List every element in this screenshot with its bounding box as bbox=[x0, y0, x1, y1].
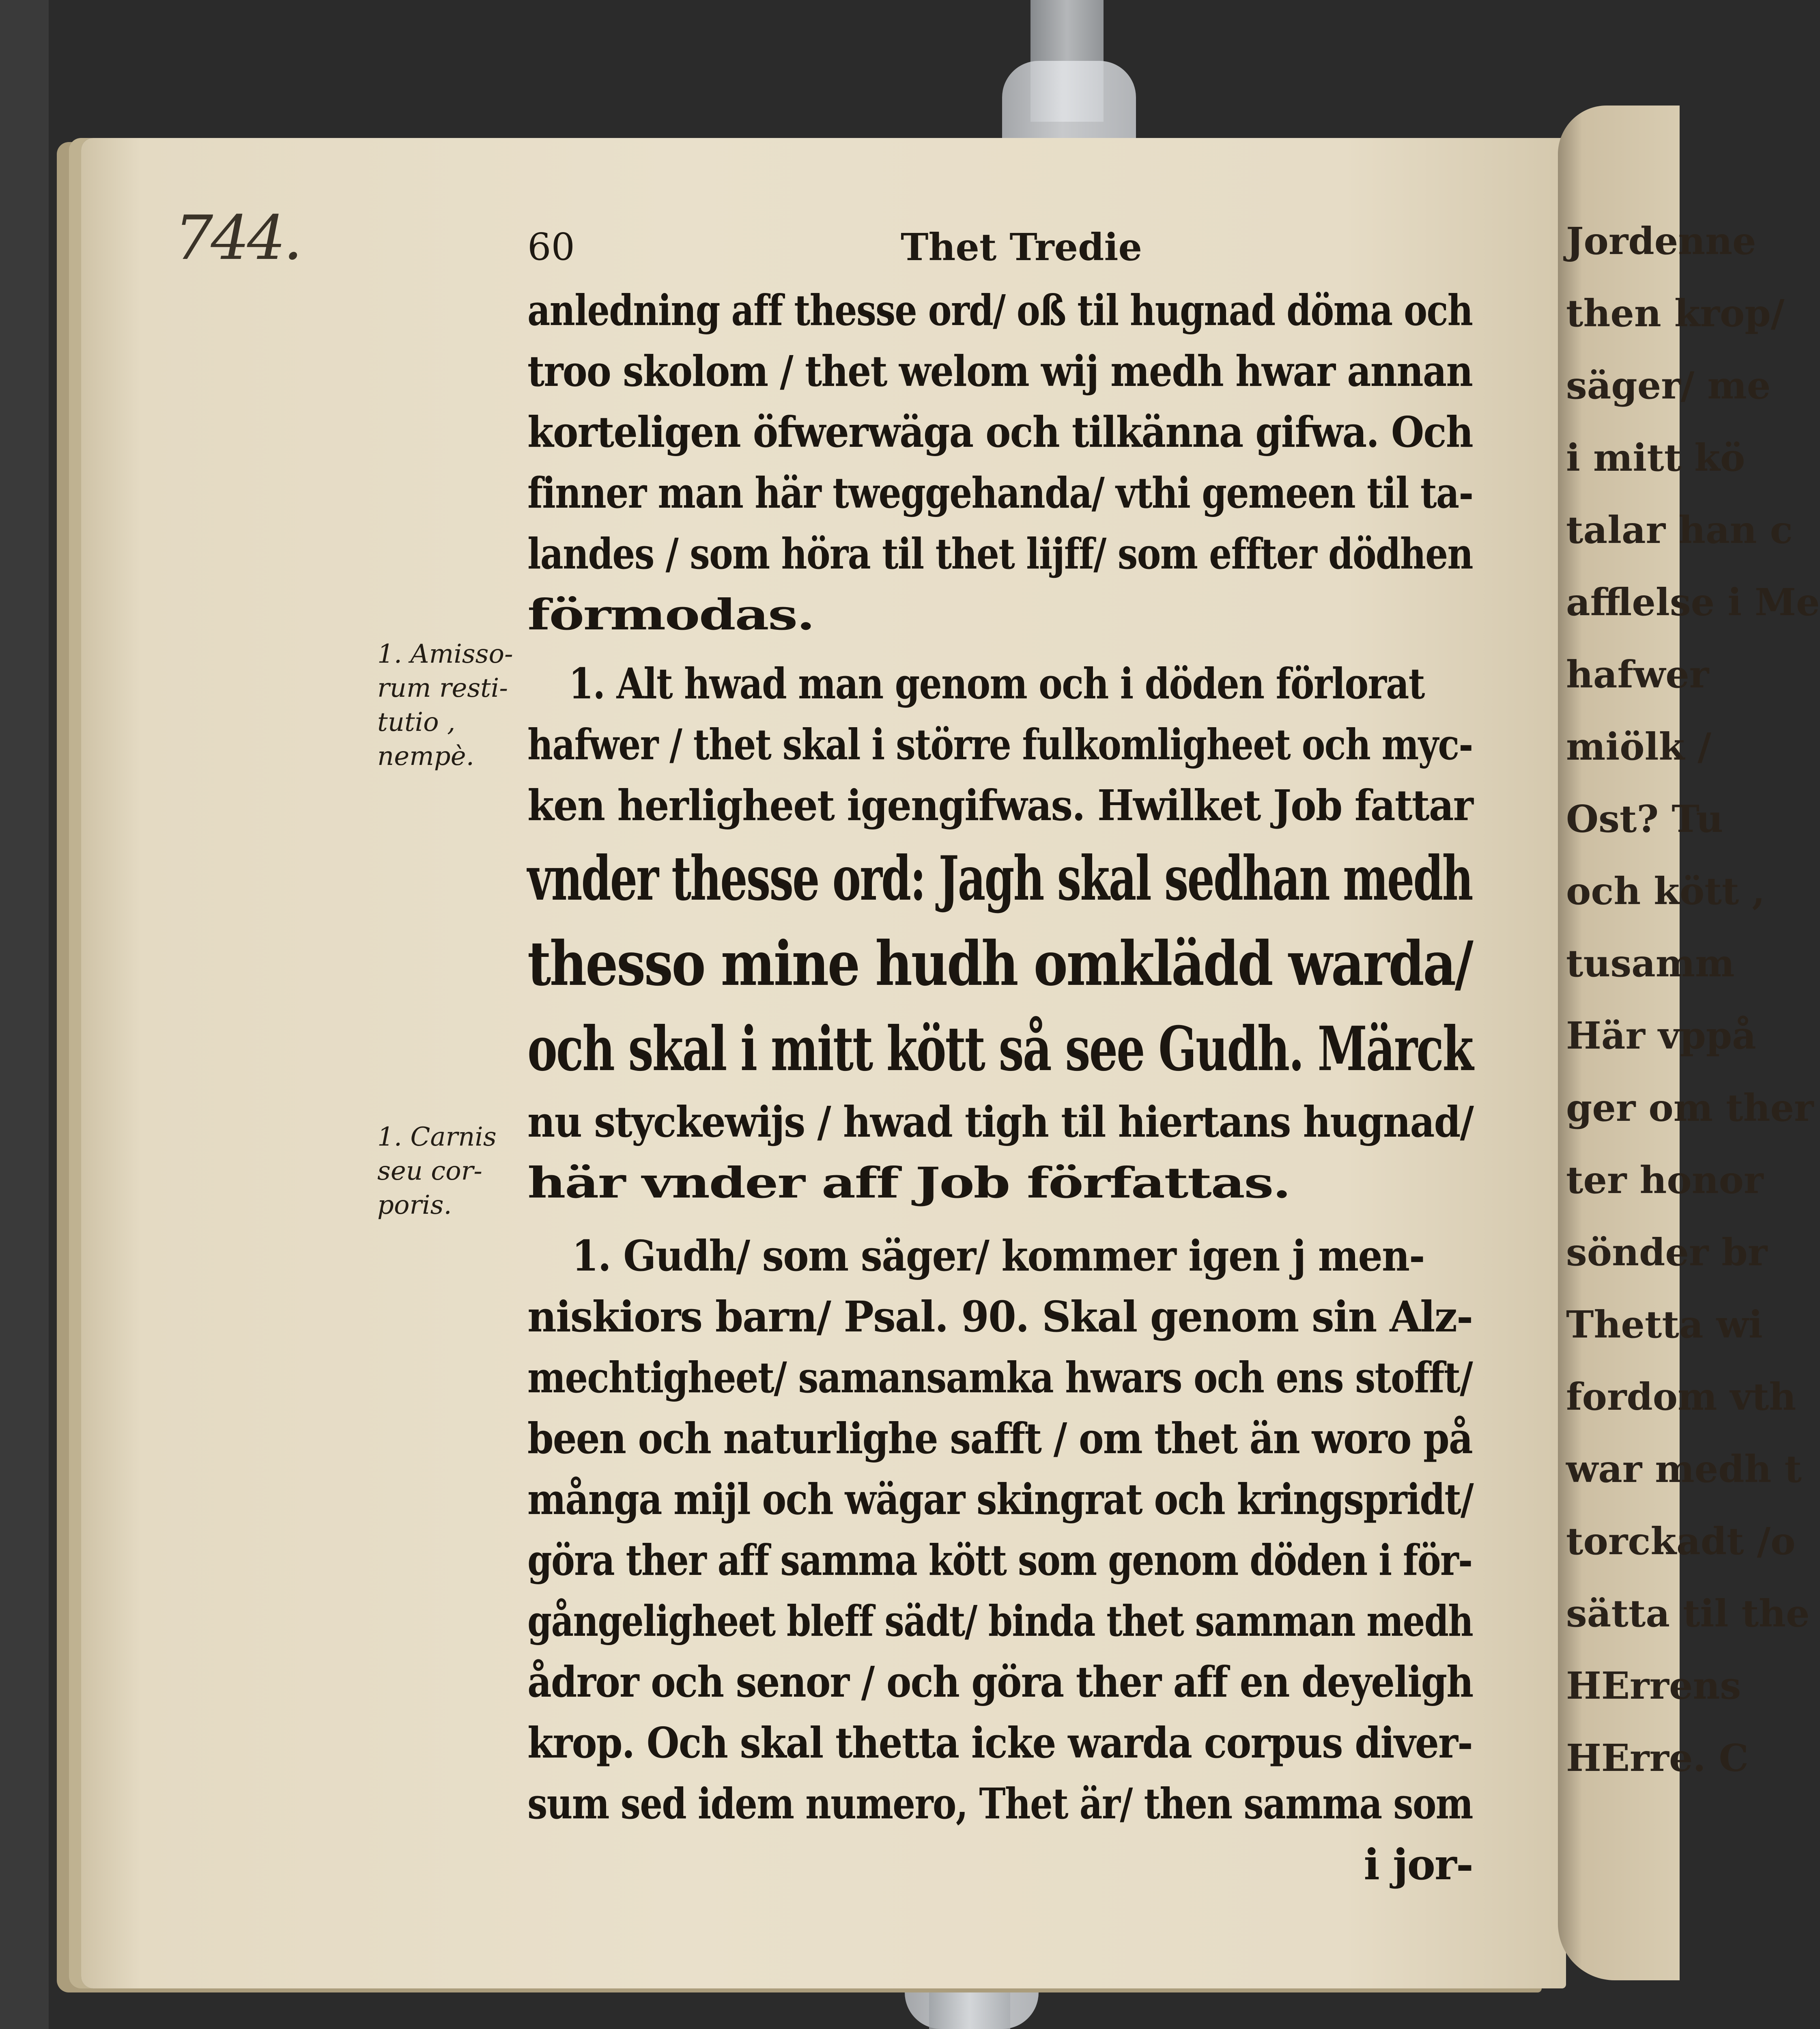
facing-page-line: Jordenne bbox=[1566, 219, 1756, 263]
margin-note-line: poris. bbox=[377, 1190, 452, 1220]
margin-note-line: seu cor- bbox=[377, 1156, 482, 1186]
body-line: 1. Alt hwad man genom och i döden förlorat bbox=[568, 659, 1424, 709]
facing-page-line: HErre. C bbox=[1566, 1736, 1749, 1780]
body-line: korteligen öfwerwäga och tilkänna gifwa. Och bbox=[527, 407, 1473, 457]
body-line: och skal i mitt kött så see Gudh. Märck bbox=[527, 1013, 1473, 1085]
body-line: förmodas. bbox=[527, 590, 814, 640]
facing-page-line: hafwer bbox=[1566, 653, 1709, 696]
margin-note-amissorum bbox=[377, 637, 513, 773]
body-line: mechtigheet/ samansamka hwars och ens stofft/ bbox=[527, 1353, 1473, 1402]
cradle-left bbox=[0, 0, 49, 2029]
facing-page-line: ger om ther bbox=[1566, 1086, 1814, 1130]
facing-page-line: säger/ me bbox=[1566, 364, 1771, 407]
body-line: i jor- bbox=[1364, 1839, 1473, 1889]
facing-page-line: Här vppå bbox=[1566, 1014, 1756, 1058]
body-line: 1. Gudh/ som säger/ kommer igen j men- bbox=[572, 1231, 1424, 1281]
body-line: thesso mine hudh omklädd warda/ bbox=[527, 928, 1472, 999]
facing-page-line: tusamm bbox=[1566, 941, 1735, 985]
body-line: sum sed idem numero, Thet är/ then samma som bbox=[527, 1779, 1473, 1829]
body-line: troo skolom / thet welom wij medh hwar annan bbox=[527, 346, 1473, 396]
running-head: Thet Tredie bbox=[901, 225, 1142, 269]
facing-page-line: HErrens bbox=[1566, 1664, 1741, 1708]
manuscript-number: 744. bbox=[174, 203, 300, 274]
facing-page bbox=[1558, 106, 1820, 1980]
body-line: hafwer / thet skal i större fulkomligheet och myc- bbox=[527, 719, 1473, 769]
body-line: ken herligheet igengifwas. Hwilket Job fattar bbox=[527, 780, 1473, 830]
body-line: krop. Och skal thetta icke warda corpus diver- bbox=[527, 1718, 1472, 1768]
body-line: landes / som höra til thet lijff/ som effter dödhen bbox=[527, 529, 1473, 579]
margin-note-carnis bbox=[377, 1120, 497, 1222]
body-line: gångeligheet bleff sädt/ binda thet samman medh bbox=[527, 1596, 1473, 1646]
margin-note-line: rum resti- bbox=[377, 673, 508, 703]
facing-page-line: ter honor bbox=[1566, 1158, 1764, 1202]
body-line: ådror och senor / och göra ther aff en deyeligh bbox=[527, 1657, 1473, 1707]
facing-page-line: torckadt /o bbox=[1566, 1519, 1796, 1563]
facing-page-line: miölk / bbox=[1566, 725, 1711, 769]
body-text bbox=[527, 280, 1473, 1895]
page-number: 60 bbox=[527, 225, 575, 269]
margin-note-line: 1. Carnis bbox=[377, 1122, 497, 1152]
facing-page-line: sätta til the bbox=[1566, 1592, 1810, 1635]
body-line: göra ther aff samma kött som genom döden i för- bbox=[527, 1535, 1472, 1585]
facing-page-line: sönder br bbox=[1566, 1230, 1768, 1274]
body-line: vnder thesse ord: Jagh skal sedhan medh bbox=[527, 843, 1472, 914]
body-line: anledning aff thesse ord/ oß til hugnad döma och bbox=[527, 285, 1473, 335]
margin-note-line: tutio , bbox=[377, 707, 456, 737]
facing-page-line: then krop/ bbox=[1566, 291, 1785, 335]
body-line: många mijl och wägar skingrat och kringspridt/ bbox=[527, 1474, 1474, 1524]
facing-page-line: fordom vth bbox=[1566, 1375, 1796, 1419]
body-line: nu styckewijs / hwad tigh til hiertans hugnad/ bbox=[527, 1097, 1474, 1147]
facing-page-line: och kött , bbox=[1566, 869, 1765, 913]
body-line: been och naturlighe safft / om thet än woro på bbox=[527, 1413, 1472, 1463]
body-line: niskiors barn/ Psal. 90. Skal genom sin Alz- bbox=[527, 1292, 1473, 1342]
body-line: finner man här tweggehanda/ vthi gemeen til ta- bbox=[527, 468, 1473, 518]
margin-note-line: nempè. bbox=[377, 741, 474, 771]
body-line: här vnder aff Job författas. bbox=[527, 1158, 1290, 1208]
margin-note-line: 1. Amisso- bbox=[377, 639, 513, 669]
facing-page-line: war medh t bbox=[1566, 1447, 1802, 1491]
page-header bbox=[527, 225, 1461, 274]
facing-page-line: Ost? Tu bbox=[1566, 797, 1723, 841]
facing-page-line: talar han c bbox=[1566, 508, 1793, 552]
facing-page-line: i mitt kö bbox=[1566, 436, 1745, 480]
facing-page-line: afflelse i Me bbox=[1566, 580, 1820, 624]
facing-page-line: Thetta wi bbox=[1566, 1303, 1763, 1346]
